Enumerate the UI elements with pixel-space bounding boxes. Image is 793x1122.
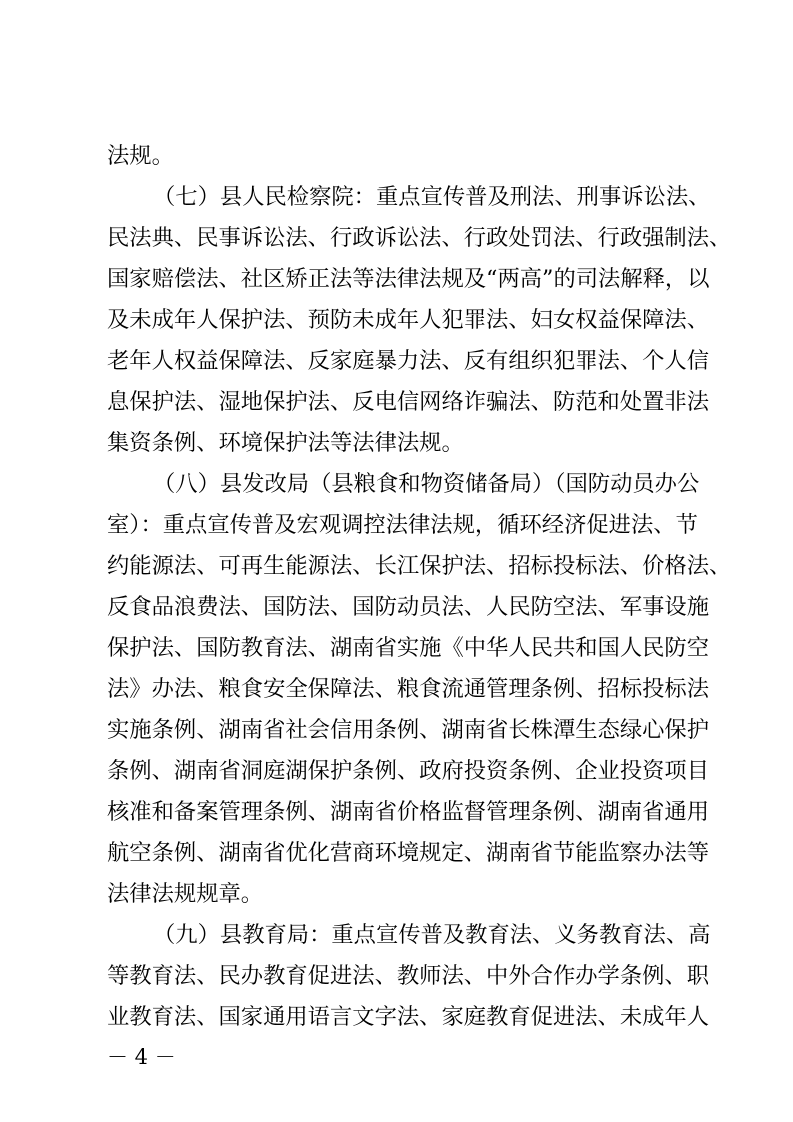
document-body <box>107 136 732 1038</box>
text-line: 息保护法、湿地保护法、反电信网络诈骗法、防范和处置非法 <box>107 389 710 415</box>
text-line: 民法典、民事诉讼法、行政诉讼法、行政处罚法、行政强制法、 <box>107 225 732 251</box>
text-line: 等教育法、民办教育促进法、教师法、中外合作办学条例、职 <box>107 963 710 989</box>
text-line: 老年人权益保障法、反家庭暴力法、反有组织犯罪法、个人信 <box>107 348 710 374</box>
text-line: 核准和备案管理条例、湖南省价格监督管理条例、湖南省通用 <box>107 799 710 825</box>
text-line: 航空条例、湖南省优化营商环境规定、湖南省节能监察办法等 <box>107 840 710 866</box>
text-line: 保护法、国防教育法、湖南省实施《中华人民共和国人民防空 <box>107 635 710 661</box>
text-line: 法律法规规章。 <box>107 881 264 907</box>
text-line: 业教育法、国家通用语言文字法、家庭教育促进法、未成年人 <box>107 1004 710 1030</box>
text-line: （七）县人民检察院：重点宣传普及刑法、刑事诉讼法、 <box>153 184 711 210</box>
text-line: （八）县发改局（县粮食和物资储备局）（国防动员办公 <box>153 471 700 497</box>
page-number: － 4 － <box>107 1045 176 1069</box>
text-line: 实施条例、湖南省社会信用条例、湖南省长株潭生态绿心保护 <box>107 717 710 743</box>
text-line: （九）县教育局：重点宣传普及教育法、义务教育法、高 <box>153 922 711 948</box>
text-line: 条例、湖南省洞庭湖保护条例、政府投资条例、企业投资项目 <box>107 758 710 784</box>
text-line: 反食品浪费法、国防法、国防动员法、人民防空法、军事设施 <box>107 594 710 620</box>
text-line: 国家赔偿法、社区矫正法等法律法规及“两高”的司法解释，以 <box>107 266 710 292</box>
text-line: 法规。 <box>107 143 174 169</box>
text-line: 及未成年人保护法、预防未成年人犯罪法、妇女权益保障法、 <box>107 307 710 333</box>
text-line: 集资条例、环境保护法等法律法规。 <box>107 430 464 456</box>
text-line: 法》办法、粮食安全保障法、粮食流通管理条例、招标投标法 <box>107 676 710 702</box>
text-line: 约能源法、可再生能源法、长江保护法、招标投标法、价格法、 <box>107 553 732 579</box>
text-line: 室）：重点宣传普及宏观调控法律法规，循环经济促进法、节 <box>107 512 698 538</box>
